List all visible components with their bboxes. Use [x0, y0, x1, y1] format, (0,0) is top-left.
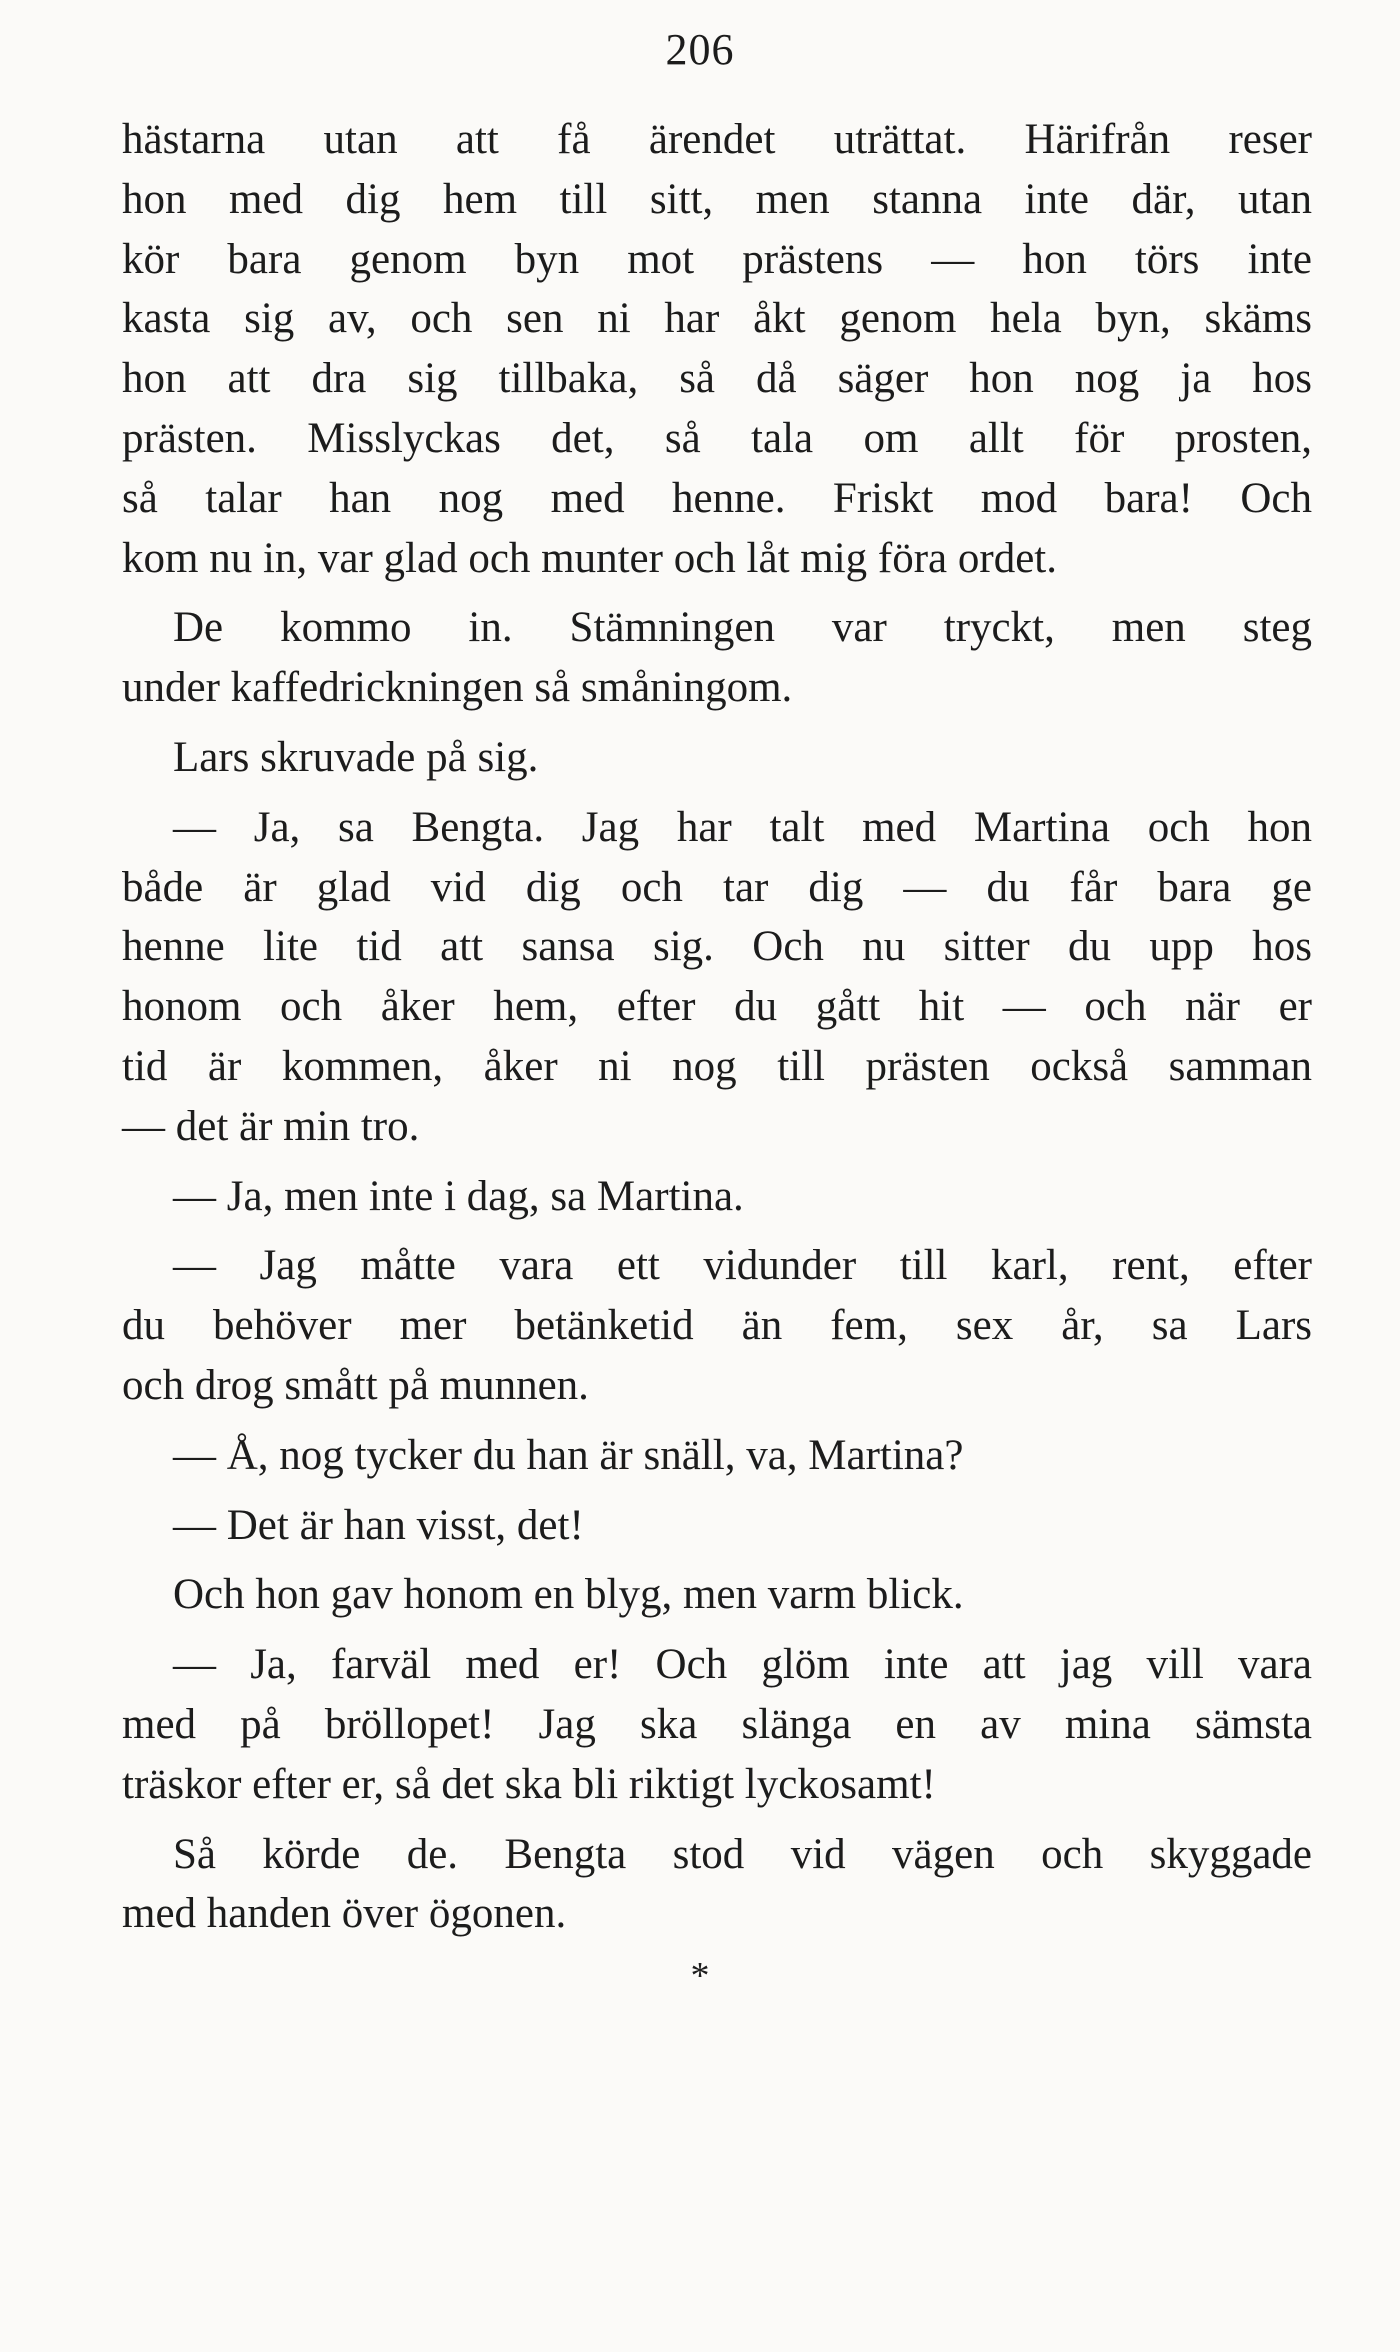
section-ornament: * [690, 1955, 710, 1997]
body-text [122, 110, 1312, 1944]
text-line: Och hon gav honom en blyg, men varm blick. [173, 1571, 964, 1619]
text-line: — Det är han visst, det! [173, 1501, 584, 1549]
paragraph [122, 1825, 1312, 1945]
text-line: med handen över ögonen. [122, 1890, 567, 1938]
paragraph [122, 1236, 1312, 1415]
text-line: prästen. Misslyckas det, så tala om allt för prosten, [122, 414, 1312, 462]
text-line: hon med dig hem till sitt, men stanna inte där, utan [122, 175, 1312, 223]
paragraph [122, 598, 1312, 718]
paragraph [122, 1167, 1312, 1227]
text-line: — det är min tro. [122, 1102, 420, 1150]
text-line: Så körde de. Bengta stod vid vägen och skyggade [173, 1830, 1312, 1878]
paragraph [122, 1496, 1312, 1556]
text-line: — Ja, sa Bengta. Jag har talt med Martina och hon [173, 803, 1312, 851]
paragraph [122, 728, 1312, 788]
text-line: De kommo in. Stämningen var tryckt, men steg [173, 604, 1312, 652]
text-line: kasta sig av, och sen ni har åkt genom hela byn, skäms [122, 295, 1312, 343]
text-line: henne lite tid att sansa sig. Och nu sitter du upp hos [122, 923, 1312, 971]
paragraph [122, 1635, 1312, 1814]
paragraph [122, 1426, 1312, 1486]
text-line: — Jag måtte vara ett vidunder till karl, rent, efter [173, 1242, 1312, 1290]
text-line: honom och åker hem, efter du gått hit — och när er [122, 983, 1312, 1031]
paragraph [122, 110, 1312, 588]
text-line: under kaffedrickningen så småningom. [122, 664, 793, 712]
paragraph [122, 1565, 1312, 1625]
text-line: — Ja, farväl med er! Och glöm inte att jag vill vara [173, 1641, 1312, 1689]
text-line: Lars skruvade på sig. [173, 733, 539, 781]
text-line: träskor efter er, så det ska bli riktigt lyckosamt! [122, 1760, 936, 1808]
page-number: 206 [665, 25, 735, 74]
text-line: — Ja, men inte i dag, sa Martina. [173, 1172, 744, 1220]
text-line: kör bara genom byn mot prästens — hon törs inte [122, 235, 1312, 283]
text-line: du behöver mer betänketid än fem, sex år, sa Lars [122, 1302, 1312, 1350]
text-line: hon att dra sig tillbaka, så då säger hon nog ja hos [122, 355, 1312, 403]
text-line: och drog smått på munnen. [122, 1361, 589, 1409]
paragraph [122, 798, 1312, 1157]
text-line: tid är kommen, åker ni nog till prästen också samman [122, 1042, 1312, 1090]
text-line: så talar han nog med henne. Friskt mod bara! Och [122, 474, 1312, 522]
text-line: med på bröllopet! Jag ska slänga en av mina sämsta [122, 1700, 1312, 1748]
text-line: kom nu in, var glad och munter och låt mig föra ordet. [122, 534, 1057, 582]
text-line: både är glad vid dig och tar dig — du får bara ge [122, 863, 1312, 911]
text-line: — Å, nog tycker du han är snäll, va, Martina? [173, 1431, 964, 1479]
text-line: hästarna utan att få ärendet uträttat. Härifrån reser [122, 116, 1312, 163]
